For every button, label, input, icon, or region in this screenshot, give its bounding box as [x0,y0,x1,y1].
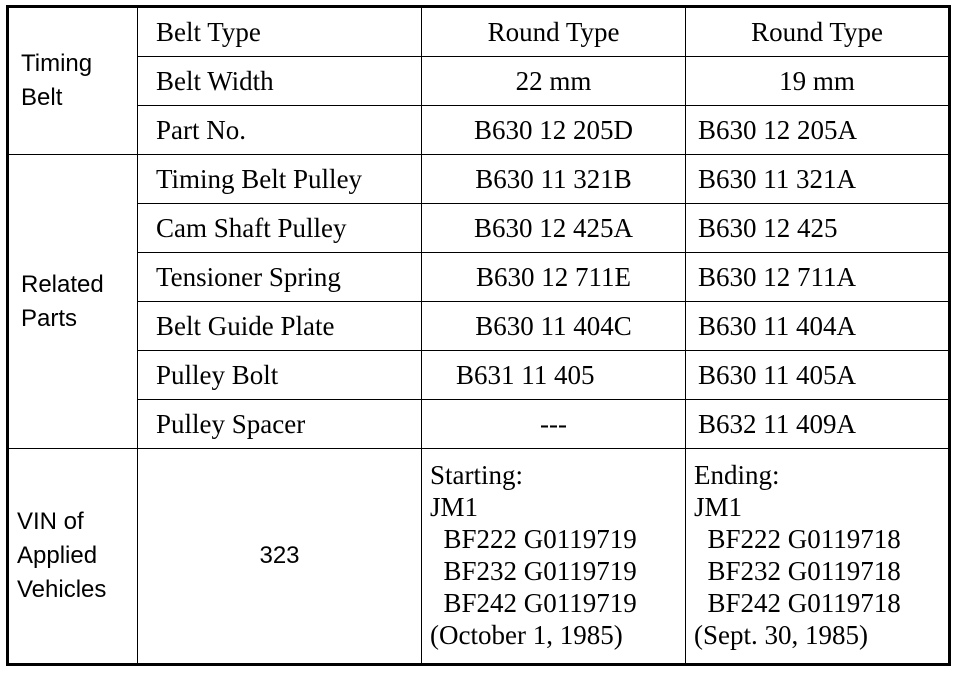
group-label-line: Related [21,270,104,298]
row-label-belt-width: Belt Width [138,57,422,106]
vin-starting-cell [422,449,686,665]
vin-starting-line: BF232 G0119719 [430,556,637,586]
part-no-value-2: B630 12 205A [686,106,950,155]
group-label-vin [8,449,138,665]
vin-ending-line: BF222 G0119718 [694,524,901,554]
pulley-bolt-value-2: B630 11 405A [686,351,950,400]
vin-starting-line: JM1 [430,492,479,522]
row-label-belt-type: Belt Type [138,7,422,57]
table-row [8,302,950,351]
group-label-timing-belt [8,7,138,155]
table-row [8,57,950,106]
table-row [8,253,950,302]
row-label-part-no: Part No. [138,106,422,155]
vin-starting-line: BF242 G0119719 [430,588,637,618]
belt-width-value-2: 19 mm [686,57,950,106]
row-label-tensioner-spring: Tensioner Spring [138,253,422,302]
group-label-line: Timing [21,50,93,77]
table-row [8,106,950,155]
belt-type-value-1: Round Type [422,7,686,57]
cam-shaft-pulley-value-2: B630 12 425 [686,204,950,253]
row-label-belt-guide-plate: Belt Guide Plate [138,302,422,351]
part-no-value-1: B630 12 205D [422,106,686,155]
vin-ending-cell [686,449,950,665]
pulley-bolt-value-1: B631 11 405 [422,351,686,400]
timing-belt-pulley-value-2: B630 11 321A [686,155,950,204]
cam-shaft-pulley-value-1: B630 12 425A [422,204,686,253]
belt-guide-plate-value-2: B630 11 404A [686,302,950,351]
pulley-spacer-value-2: B632 11 409A [686,400,950,449]
belt-type-value-2: Round Type [686,7,950,57]
belt-guide-plate-value-1: B630 11 404C [422,302,686,351]
table-row [8,449,950,665]
vin-ending-line: BF232 G0119718 [694,556,901,586]
table-row [8,155,950,204]
row-label-pulley-bolt: Pulley Bolt [138,351,422,400]
timing-belt-pulley-value-1: B630 11 321B [422,155,686,204]
tensioner-spring-value-2: B630 12 711A [686,253,950,302]
vin-ending-line: JM1 [694,492,743,522]
table-row [8,351,950,400]
belt-width-value-1: 22 mm [422,57,686,106]
group-label-line: Vehicles [17,576,107,603]
group-label-line: Belt [21,84,63,111]
row-label-cam-shaft-pulley: Cam Shaft Pulley [138,204,422,253]
vin-ending-line: BF242 G0119718 [694,588,901,618]
parts-specification-table [6,5,951,666]
pulley-spacer-value-1: --- [422,400,686,449]
group-label-related-parts [8,155,138,449]
vin-ending-line: (Sept. 30, 1985) [694,620,868,650]
row-label-timing-belt-pulley: Timing Belt Pulley [138,155,422,204]
group-label-line: VIN of [17,508,84,535]
vin-ending-line: Ending: [694,460,780,490]
vin-starting-line: BF222 G0119719 [430,524,637,554]
group-label-line: Applied [17,542,98,569]
group-label-line: Parts [21,304,78,332]
table-row [8,7,950,57]
row-label-pulley-spacer: Pulley Spacer [138,400,422,449]
table-row [8,400,950,449]
tensioner-spring-value-1: B630 12 711E [422,253,686,302]
vin-model-value: 323 [138,449,422,665]
vin-starting-line: (October 1, 1985) [430,620,623,650]
vin-starting-line: Starting: [430,460,523,490]
table-row [8,204,950,253]
